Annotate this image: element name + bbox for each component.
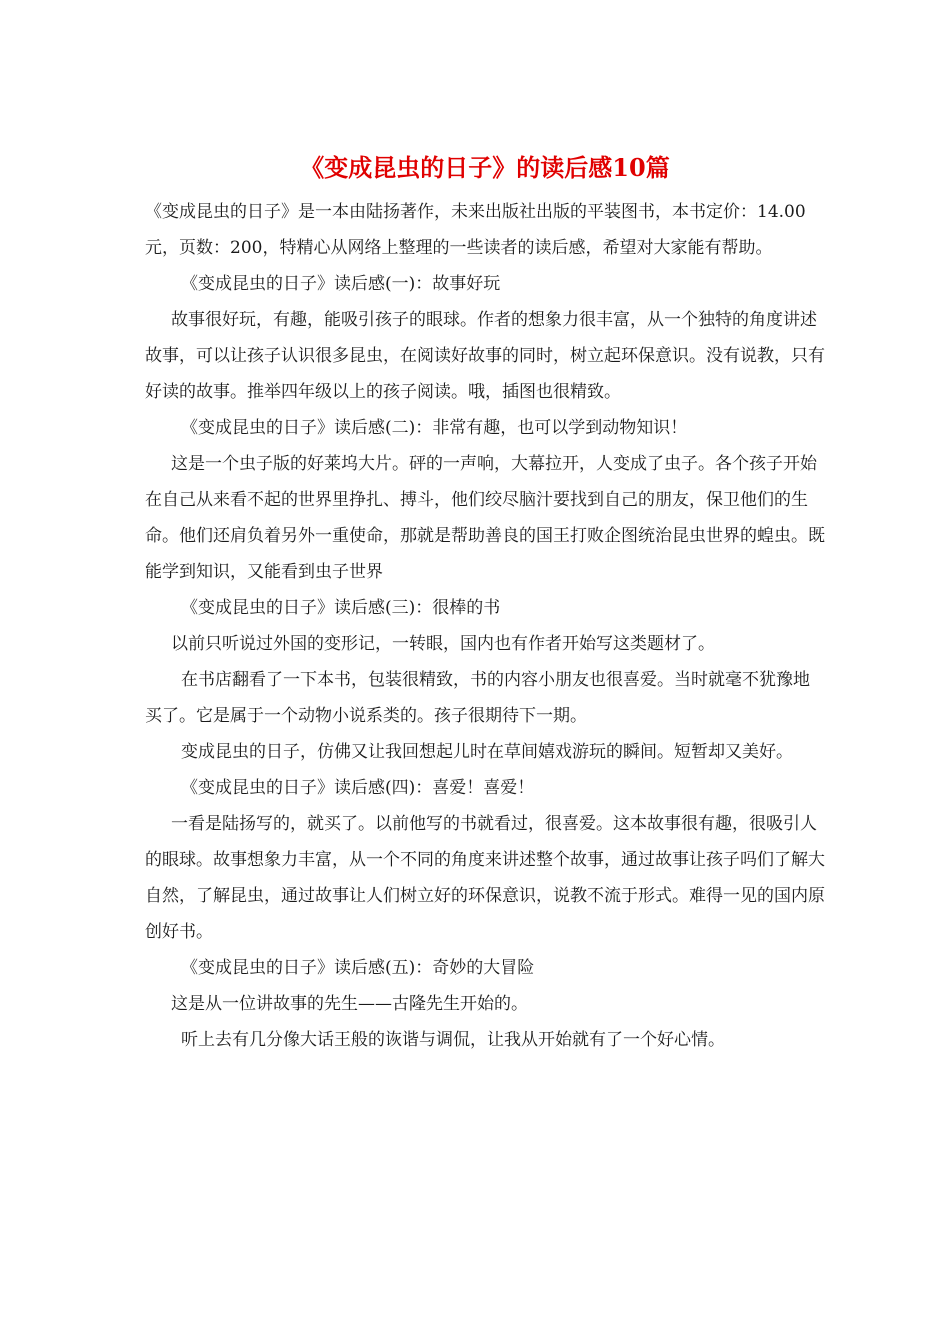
section-heading-3: 《变成昆虫的日子》读后感(三)：很棒的书 — [181, 598, 501, 618]
intro-paragraph: 《变成昆虫的日子》是一本由陆扬著作，未来出版社出版的平装图书，本书定价：14.00元，页数：200，特精心从网络上整理的一些读者的读后感，希望对大家能有帮助。 — [145, 202, 806, 258]
document-body — [145, 146, 825, 1058]
review-paragraph-5a: 这是从一位讲故事的先生——古隆先生开始的。 — [171, 994, 528, 1014]
review-paragraph-4: 一看是陆扬写的，就买了。以前他写的书就看过，很喜爱。这本故事很有趣，很吸引人的眼球。故事想象力丰富，从一个不同的角度来讲述整个故事，通过故事让孩子吗们了解大自然，了解昆虫，通过故事让人们树立好的环保意识，说教不流于形式。难得一见的国内原创好书。 — [145, 814, 825, 942]
review-paragraph-3a: 以前只听说过外国的变形记，一转眼，国内也有作者开始写这类题材了。 — [171, 634, 715, 654]
review-paragraph-3b: 在书店翻看了一下本书，包装很精致，书的内容小朋友也很喜爱。当时就毫不犹豫地买了。它是属于一个动物小说系类的。孩子很期待下一期。 — [145, 670, 810, 726]
section-heading-2: 《变成昆虫的日子》读后感(二)：非常有趣，也可以学到动物知识！ — [181, 418, 688, 438]
review-paragraph-5b: 听上去有几分像大话王般的诙谐与调侃，让我从开始就有了一个好心情。 — [181, 1030, 725, 1050]
review-paragraph-2: 这是一个虫子版的好莱坞大片。砰的一声响，大幕拉开，人变成了虫子。各个孩子开始在自己从来看不起的世界里挣扎、搏斗，他们绞尽脑汁要找到自己的朋友，保卫他们的生命。他们还肩负着另外一重使命，那就是帮助善良的国王打败企图统治昆虫世界的蝗虫。既能学到知识，又能看到虫子世界 — [145, 454, 825, 582]
section-heading-4: 《变成昆虫的日子》读后感(四)：喜爱！喜爱！ — [181, 778, 535, 798]
review-paragraph-3c: 变成昆虫的日子，仿佛又让我回想起儿时在草间嬉戏游玩的瞬间。短暂却又美好。 — [181, 742, 793, 762]
document-title: 《变成昆虫的日子》的读后感10篇 — [300, 153, 670, 182]
section-heading-1: 《变成昆虫的日子》读后感(一)：故事好玩 — [181, 274, 501, 294]
section-heading-5: 《变成昆虫的日子》读后感(五)：奇妙的大冒险 — [181, 958, 535, 978]
review-paragraph-1: 故事很好玩，有趣，能吸引孩子的眼球。作者的想象力很丰富，从一个独特的角度讲述故事，可以让孩子认识很多昆虫，在阅读好故事的同时，树立起环保意识。没有说教，只有好读的故事。推举四年级以上的孩子阅读。哦，插图也很精致。 — [145, 310, 825, 402]
